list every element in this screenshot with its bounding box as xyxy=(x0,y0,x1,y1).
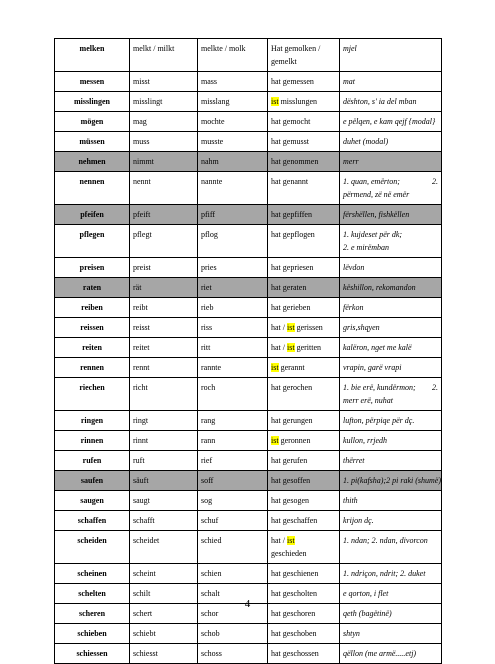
perfect-cell xyxy=(268,72,340,92)
perfect-cell xyxy=(268,511,340,531)
perfect-cell xyxy=(268,531,340,564)
perfect-text: hat gepriesen xyxy=(271,263,314,272)
past-cell: pries xyxy=(198,258,268,278)
translation-line: vrapin, garë vrapi xyxy=(343,363,402,372)
page-number: 4 xyxy=(244,598,251,610)
perfect-text: Hat gemolken / xyxy=(271,44,321,53)
table-row xyxy=(55,39,442,72)
verb-table xyxy=(54,38,442,664)
auxiliary-highlight: ist xyxy=(287,343,295,352)
past-cell: pfiff xyxy=(198,205,268,225)
translation-line: fërshëllen, fishkëllen xyxy=(343,210,410,219)
perfect-text: hat gepfiffen xyxy=(271,210,312,219)
perfect-text: hat gerochen xyxy=(271,383,313,392)
auxiliary-highlight: ist xyxy=(287,323,295,332)
past-cell: rannte xyxy=(198,358,268,378)
perfect-cell xyxy=(268,564,340,584)
table-row xyxy=(55,225,442,258)
translation-line xyxy=(343,381,438,394)
perfect-cell xyxy=(268,152,340,172)
translation-cell xyxy=(340,431,442,451)
perfect-cell xyxy=(268,92,340,112)
past-cell: nannte xyxy=(198,172,268,205)
translation-text: 1. quan, emërton; xyxy=(343,177,400,186)
translation-line: kullon, rrjedh xyxy=(343,436,387,445)
perfect-line xyxy=(271,567,336,580)
past-cell: schoss xyxy=(198,644,268,664)
translation-cell xyxy=(340,39,442,72)
perfect-text: geritten xyxy=(294,343,321,352)
perfect-line xyxy=(271,228,336,241)
perfect-text: hat genannt xyxy=(271,177,309,186)
present-cell: muss xyxy=(130,132,198,152)
translation-cell xyxy=(340,112,442,132)
table-row xyxy=(55,258,442,278)
table-row xyxy=(55,451,442,471)
translation-cell xyxy=(340,564,442,584)
past-cell: misslang xyxy=(198,92,268,112)
perfect-line: gemelkt xyxy=(271,57,297,66)
perfect-text: hat gesogen xyxy=(271,496,309,505)
past-cell: rieb xyxy=(198,298,268,318)
present-cell: rinnt xyxy=(130,431,198,451)
infinitive-cell: scheiden xyxy=(55,531,130,564)
past-cell: riss xyxy=(198,318,268,338)
perfect-line xyxy=(271,474,336,487)
translation-cell xyxy=(340,451,442,471)
perfect-text: hat geraten xyxy=(271,283,307,292)
perfect-line xyxy=(271,434,336,447)
present-cell: schafft xyxy=(130,511,198,531)
table-row xyxy=(55,298,442,318)
perfect-text: geronnen xyxy=(278,436,311,445)
translation-line: merr erë, nuhat xyxy=(343,396,393,405)
perfect-cell xyxy=(268,471,340,491)
perfect-text: gerissen xyxy=(294,323,323,332)
past-cell: schob xyxy=(198,624,268,644)
perfect-line xyxy=(271,135,336,148)
table-row xyxy=(55,431,442,451)
translation-cell xyxy=(340,225,442,258)
perfect-text: hat gemocht xyxy=(271,117,311,126)
translation-line: dështon, s' ia del mban xyxy=(343,97,417,106)
table-row xyxy=(55,112,442,132)
present-cell: nennt xyxy=(130,172,198,205)
translation-line: 1. kujdeset për dk; xyxy=(343,230,403,239)
present-cell: misst xyxy=(130,72,198,92)
present-cell: nimmt xyxy=(130,152,198,172)
perfect-cell xyxy=(268,431,340,451)
table-row xyxy=(55,132,442,152)
infinitive-cell: misslingen xyxy=(55,92,130,112)
translation-line: gris,shqyen xyxy=(343,323,380,332)
translation-line: thith xyxy=(343,496,358,505)
perfect-line xyxy=(271,361,336,374)
present-cell: scheint xyxy=(130,564,198,584)
infinitive-cell: scheinen xyxy=(55,564,130,584)
present-cell: ringt xyxy=(130,411,198,431)
translation-cell xyxy=(340,72,442,92)
perfect-cell xyxy=(268,172,340,205)
perfect-cell xyxy=(268,358,340,378)
past-cell: schuf xyxy=(198,511,268,531)
translation-line: lëvdon xyxy=(343,263,365,272)
translation-cell xyxy=(340,531,442,564)
present-cell: pfeift xyxy=(130,205,198,225)
auxiliary-highlight: ist xyxy=(271,436,279,445)
table-row xyxy=(55,278,442,298)
infinitive-cell: raten xyxy=(55,278,130,298)
infinitive-cell: riechen xyxy=(55,378,130,411)
perfect-cell xyxy=(268,338,340,358)
past-cell: schied xyxy=(198,531,268,564)
perfect-cell xyxy=(268,378,340,411)
translation-cell xyxy=(340,298,442,318)
infinitive-cell: scheren xyxy=(55,604,130,624)
present-cell: preist xyxy=(130,258,198,278)
perfect-text: hat gerieben xyxy=(271,303,311,312)
perfect-text: hat / xyxy=(271,343,287,352)
perfect-line xyxy=(271,208,336,221)
translation-cell xyxy=(340,358,442,378)
perfect-line xyxy=(271,155,336,168)
present-cell: misslingt xyxy=(130,92,198,112)
perfect-line xyxy=(271,281,336,294)
perfect-cell xyxy=(268,278,340,298)
past-cell: rang xyxy=(198,411,268,431)
perfect-cell xyxy=(268,624,340,644)
perfect-cell xyxy=(268,298,340,318)
past-cell: mass xyxy=(198,72,268,92)
table-row xyxy=(55,644,442,664)
table-row xyxy=(55,152,442,172)
table-row xyxy=(55,205,442,225)
translation-cell xyxy=(340,644,442,664)
translation-cell xyxy=(340,411,442,431)
translation-cell xyxy=(340,278,442,298)
infinitive-cell: reiten xyxy=(55,338,130,358)
perfect-cell xyxy=(268,39,340,72)
infinitive-cell: reiben xyxy=(55,298,130,318)
infinitive-cell: ringen xyxy=(55,411,130,431)
translation-cell xyxy=(340,624,442,644)
perfect-text: hat geschossen xyxy=(271,649,319,658)
past-cell: schor xyxy=(198,604,268,624)
translation-text: 2. xyxy=(432,383,438,392)
perfect-line xyxy=(271,534,336,547)
present-cell: ruft xyxy=(130,451,198,471)
infinitive-cell: rennen xyxy=(55,358,130,378)
perfect-text: hat gescholten xyxy=(271,589,317,598)
infinitive-cell: melken xyxy=(55,39,130,72)
table-row xyxy=(55,92,442,112)
translation-line: merr xyxy=(343,157,359,166)
past-cell: ritt xyxy=(198,338,268,358)
table-row xyxy=(55,564,442,584)
translation-line: e qorton, i flet xyxy=(343,589,389,598)
infinitive-cell: messen xyxy=(55,72,130,92)
table-row xyxy=(55,491,442,511)
translation-line: e pëlqen, e kam qejf {modal} xyxy=(343,117,436,126)
translation-cell xyxy=(340,172,442,205)
translation-cell xyxy=(340,491,442,511)
infinitive-cell: müssen xyxy=(55,132,130,152)
perfect-cell xyxy=(268,411,340,431)
past-cell: musste xyxy=(198,132,268,152)
translation-line: qëllon (me armë.....etj) xyxy=(343,649,417,658)
translation-line: mat xyxy=(343,77,355,86)
perfect-text: hat gemusst xyxy=(271,137,309,146)
perfect-cell xyxy=(268,132,340,152)
perfect-cell xyxy=(268,112,340,132)
perfect-text: hat geschoben xyxy=(271,629,317,638)
present-cell: rät xyxy=(130,278,198,298)
auxiliary-highlight: ist xyxy=(287,536,295,545)
perfect-cell xyxy=(268,491,340,511)
translation-line: fërkon xyxy=(343,303,364,312)
past-cell: rief xyxy=(198,451,268,471)
table-row xyxy=(55,72,442,92)
perfect-text: hat / xyxy=(271,323,287,332)
translation-cell xyxy=(340,132,442,152)
infinitive-cell: pfeifen xyxy=(55,205,130,225)
translation-cell xyxy=(340,471,442,491)
perfect-text: gerannt xyxy=(278,363,305,372)
infinitive-cell: reissen xyxy=(55,318,130,338)
infinitive-cell: schieben xyxy=(55,624,130,644)
translation-line: kalëron, nget me kalë xyxy=(343,343,412,352)
translation-text: 2. xyxy=(432,177,438,186)
table-row xyxy=(55,358,442,378)
perfect-line xyxy=(271,414,336,427)
translation-line: 2. e mirëmban xyxy=(343,243,389,252)
past-cell: schalt xyxy=(198,584,268,604)
past-cell: roch xyxy=(198,378,268,411)
translation-line xyxy=(343,175,438,188)
perfect-text: hat geschaffen xyxy=(271,516,318,525)
present-cell: rennt xyxy=(130,358,198,378)
past-cell: rann xyxy=(198,431,268,451)
auxiliary-highlight: ist xyxy=(271,97,279,106)
translation-cell xyxy=(340,378,442,411)
perfect-cell xyxy=(268,318,340,338)
translation-line: qeth (bagëtinë) xyxy=(343,609,392,618)
translation-cell xyxy=(340,258,442,278)
present-cell: richt xyxy=(130,378,198,411)
past-cell: schien xyxy=(198,564,268,584)
past-cell: nahm xyxy=(198,152,268,172)
infinitive-cell: rinnen xyxy=(55,431,130,451)
perfect-line xyxy=(271,514,336,527)
translation-cell xyxy=(340,318,442,338)
translation-line: mjel xyxy=(343,44,357,53)
infinitive-cell: rufen xyxy=(55,451,130,471)
perfect-text: hat genommen xyxy=(271,157,319,166)
translation-line: krijon dç. xyxy=(343,516,374,525)
infinitive-cell: saufen xyxy=(55,471,130,491)
table-row xyxy=(55,471,442,491)
table-row xyxy=(55,378,442,411)
perfect-line xyxy=(271,321,336,334)
translation-cell xyxy=(340,205,442,225)
translation-cell xyxy=(340,92,442,112)
present-cell: säuft xyxy=(130,471,198,491)
perfect-line xyxy=(271,454,336,467)
table-row xyxy=(55,318,442,338)
present-cell: mag xyxy=(130,112,198,132)
perfect-cell xyxy=(268,451,340,471)
perfect-line xyxy=(271,341,336,354)
table-row xyxy=(55,624,442,644)
perfect-text: hat gemessen xyxy=(271,77,314,86)
present-cell: saugt xyxy=(130,491,198,511)
perfect-line xyxy=(271,175,336,188)
present-cell: schiebt xyxy=(130,624,198,644)
infinitive-cell: schiessen xyxy=(55,644,130,664)
perfect-line xyxy=(271,115,336,128)
table-row xyxy=(55,172,442,205)
present-cell: scheidet xyxy=(130,531,198,564)
present-cell: schilt xyxy=(130,584,198,604)
past-cell: sog xyxy=(198,491,268,511)
translation-line: 1. pi(kafsha);2 pi raki (shumë) xyxy=(343,476,441,485)
present-cell: reisst xyxy=(130,318,198,338)
translation-cell xyxy=(340,338,442,358)
perfect-text: misslungen xyxy=(278,97,318,106)
perfect-line xyxy=(271,75,336,88)
auxiliary-highlight: ist xyxy=(271,363,279,372)
verb-table-body xyxy=(55,39,442,664)
infinitive-cell: schaffen xyxy=(55,511,130,531)
perfect-line xyxy=(271,381,336,394)
translation-line: përmend, zë në emër xyxy=(343,190,410,199)
infinitive-cell: schelten xyxy=(55,584,130,604)
past-cell: soff xyxy=(198,471,268,491)
present-cell: reibt xyxy=(130,298,198,318)
translation-line: thërret xyxy=(343,456,365,465)
past-cell: riet xyxy=(198,278,268,298)
present-cell: melkt / milkt xyxy=(130,39,198,72)
infinitive-cell: mögen xyxy=(55,112,130,132)
perfect-cell xyxy=(268,258,340,278)
table-row xyxy=(55,411,442,431)
table-row xyxy=(55,511,442,531)
perfect-text: hat geschoren xyxy=(271,609,316,618)
table-row xyxy=(55,338,442,358)
present-cell: schert xyxy=(130,604,198,624)
perfect-text: hat gesoffen xyxy=(271,476,311,485)
past-cell: mochte xyxy=(198,112,268,132)
perfect-cell xyxy=(268,205,340,225)
translation-text: 1. bie erë, kundërmon; xyxy=(343,383,416,392)
translation-line: këshillon, rekomandon xyxy=(343,283,416,292)
infinitive-cell: pflegen xyxy=(55,225,130,258)
translation-line: 1. ndan; 2. ndan, divorcon xyxy=(343,536,428,545)
infinitive-cell: nennen xyxy=(55,172,130,205)
past-cell: melkte / molk xyxy=(198,39,268,72)
perfect-line: geschieden xyxy=(271,549,307,558)
infinitive-cell: nehmen xyxy=(55,152,130,172)
perfect-line xyxy=(271,627,336,640)
past-cell: pflog xyxy=(198,225,268,258)
perfect-line xyxy=(271,494,336,507)
translation-line: 1. ndriçon, ndrit; 2. duket xyxy=(343,569,426,578)
perfect-line xyxy=(271,261,336,274)
perfect-cell xyxy=(268,225,340,258)
perfect-line xyxy=(271,301,336,314)
present-cell: schiesst xyxy=(130,644,198,664)
table-row xyxy=(55,531,442,564)
perfect-text: hat gepflogen xyxy=(271,230,315,239)
infinitive-cell: preisen xyxy=(55,258,130,278)
translation-cell xyxy=(340,152,442,172)
infinitive-cell: saugen xyxy=(55,491,130,511)
translation-line: shtyn xyxy=(343,629,360,638)
perfect-cell xyxy=(268,644,340,664)
perfect-text: hat gerufen xyxy=(271,456,308,465)
translation-line: duhet (modal) xyxy=(343,137,389,146)
perfect-text: hat / xyxy=(271,536,287,545)
present-cell: reitet xyxy=(130,338,198,358)
perfect-line xyxy=(271,42,336,55)
present-cell: pflegt xyxy=(130,225,198,258)
perfect-text: hat geschienen xyxy=(271,569,319,578)
perfect-line xyxy=(271,95,336,108)
translation-line: lufton, përpiqe për dç. xyxy=(343,416,415,425)
perfect-line xyxy=(271,647,336,660)
perfect-text: hat gerungen xyxy=(271,416,313,425)
translation-cell xyxy=(340,511,442,531)
